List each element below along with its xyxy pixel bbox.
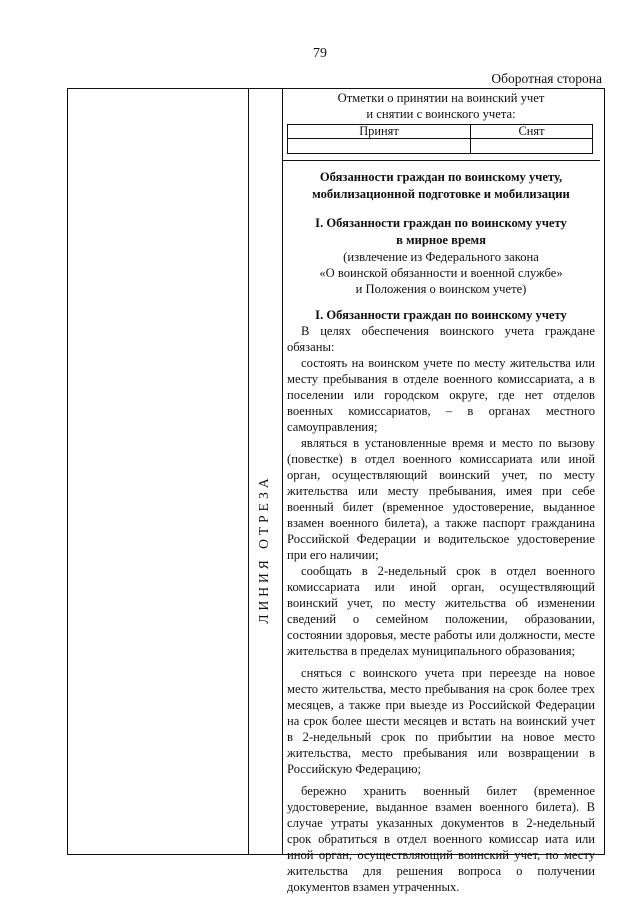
- subsection-heading: I. Обязанности граждан по воинскому учету: [315, 308, 567, 322]
- duty-item: сообщать в 2-недельный срок в отдел военного комиссариата или иной орган, осуществляющий воинский учет, по месту жительства об изменении сведений о семейном положении, образовании, состоянии здоровья, месте работы или должности, месте жительства в пределах муниципального образования;: [287, 564, 595, 658]
- reverse-side-label: Оборотная сторона: [491, 71, 602, 86]
- duty-item: сняться с воинского учета при переезде на новое место жительства, место пребывания на срок более трех месяцев, а также при выезде из Российской Федерации на срок более шести месяцев и встать на воинский учет в 2-недельный срок по прибытии на новое место жительства, место пребывания или возвращении в Российскую Федерацию;: [287, 666, 595, 776]
- form-frame: [67, 88, 605, 894]
- intro-paragraph: В целях обеспечения воинского учета граждане обязаны:: [287, 324, 595, 354]
- main-heading: Обязанности граждан по воинскому учету, мобилизационной подготовке и мобилизации: [312, 170, 570, 201]
- removed-header: Снят: [471, 125, 593, 139]
- section-heading: I. Обязанности граждан по воинскому учету в мирное время: [315, 216, 567, 247]
- registration-title: Отметки о принятии на воинский учет и снятии с воинского учета:: [337, 91, 545, 121]
- cut-line-label: ЛИНИЯ ОТРЕЗА: [256, 474, 271, 624]
- removed-cell: [471, 139, 593, 154]
- section-subtitle: (извлечение из Федерального закона «О воинской обязанности и военной службе» и Положения о воинском учете): [319, 250, 563, 296]
- accepted-header: Принят: [288, 125, 471, 139]
- duty-item: являться в установленные время и место по вызову (повестке) в отдел военного комиссариата или иной орган, осуществляющий воинский учет, по месту жительства или месту пребывания, имея при себе военный билет (временное удостоверение, выданное взамен военного билета), а также паспорт гражданина Российской Федерации и водительское удостоверение при его наличии;: [287, 436, 595, 562]
- duty-item: бережно хранить военный билет (временное удостоверение, выданное взамен военного билета). В случае утраты указанных документов в 2-недельный срок обратиться в отдел военного комиссар иата или иной орган, осуществляющий воинский учет, по месту жительства для решения вопроса о получении документов взамен утраченных.: [287, 784, 595, 894]
- accepted-cell: [288, 139, 471, 154]
- section-divider: [282, 160, 600, 161]
- column-divider-right: [282, 89, 283, 854]
- column-divider-left: [248, 89, 249, 854]
- duty-item: состоять на воинском учете по месту жительства или месту пребывания в отделе военного комиссариата, а в поселении или городском округе, где нет отделов военных комиссариатов, – в органах местного самоуправления;: [287, 356, 595, 434]
- page-number: 79: [313, 46, 327, 61]
- content-column: [287, 89, 595, 895]
- registration-table: [287, 124, 593, 154]
